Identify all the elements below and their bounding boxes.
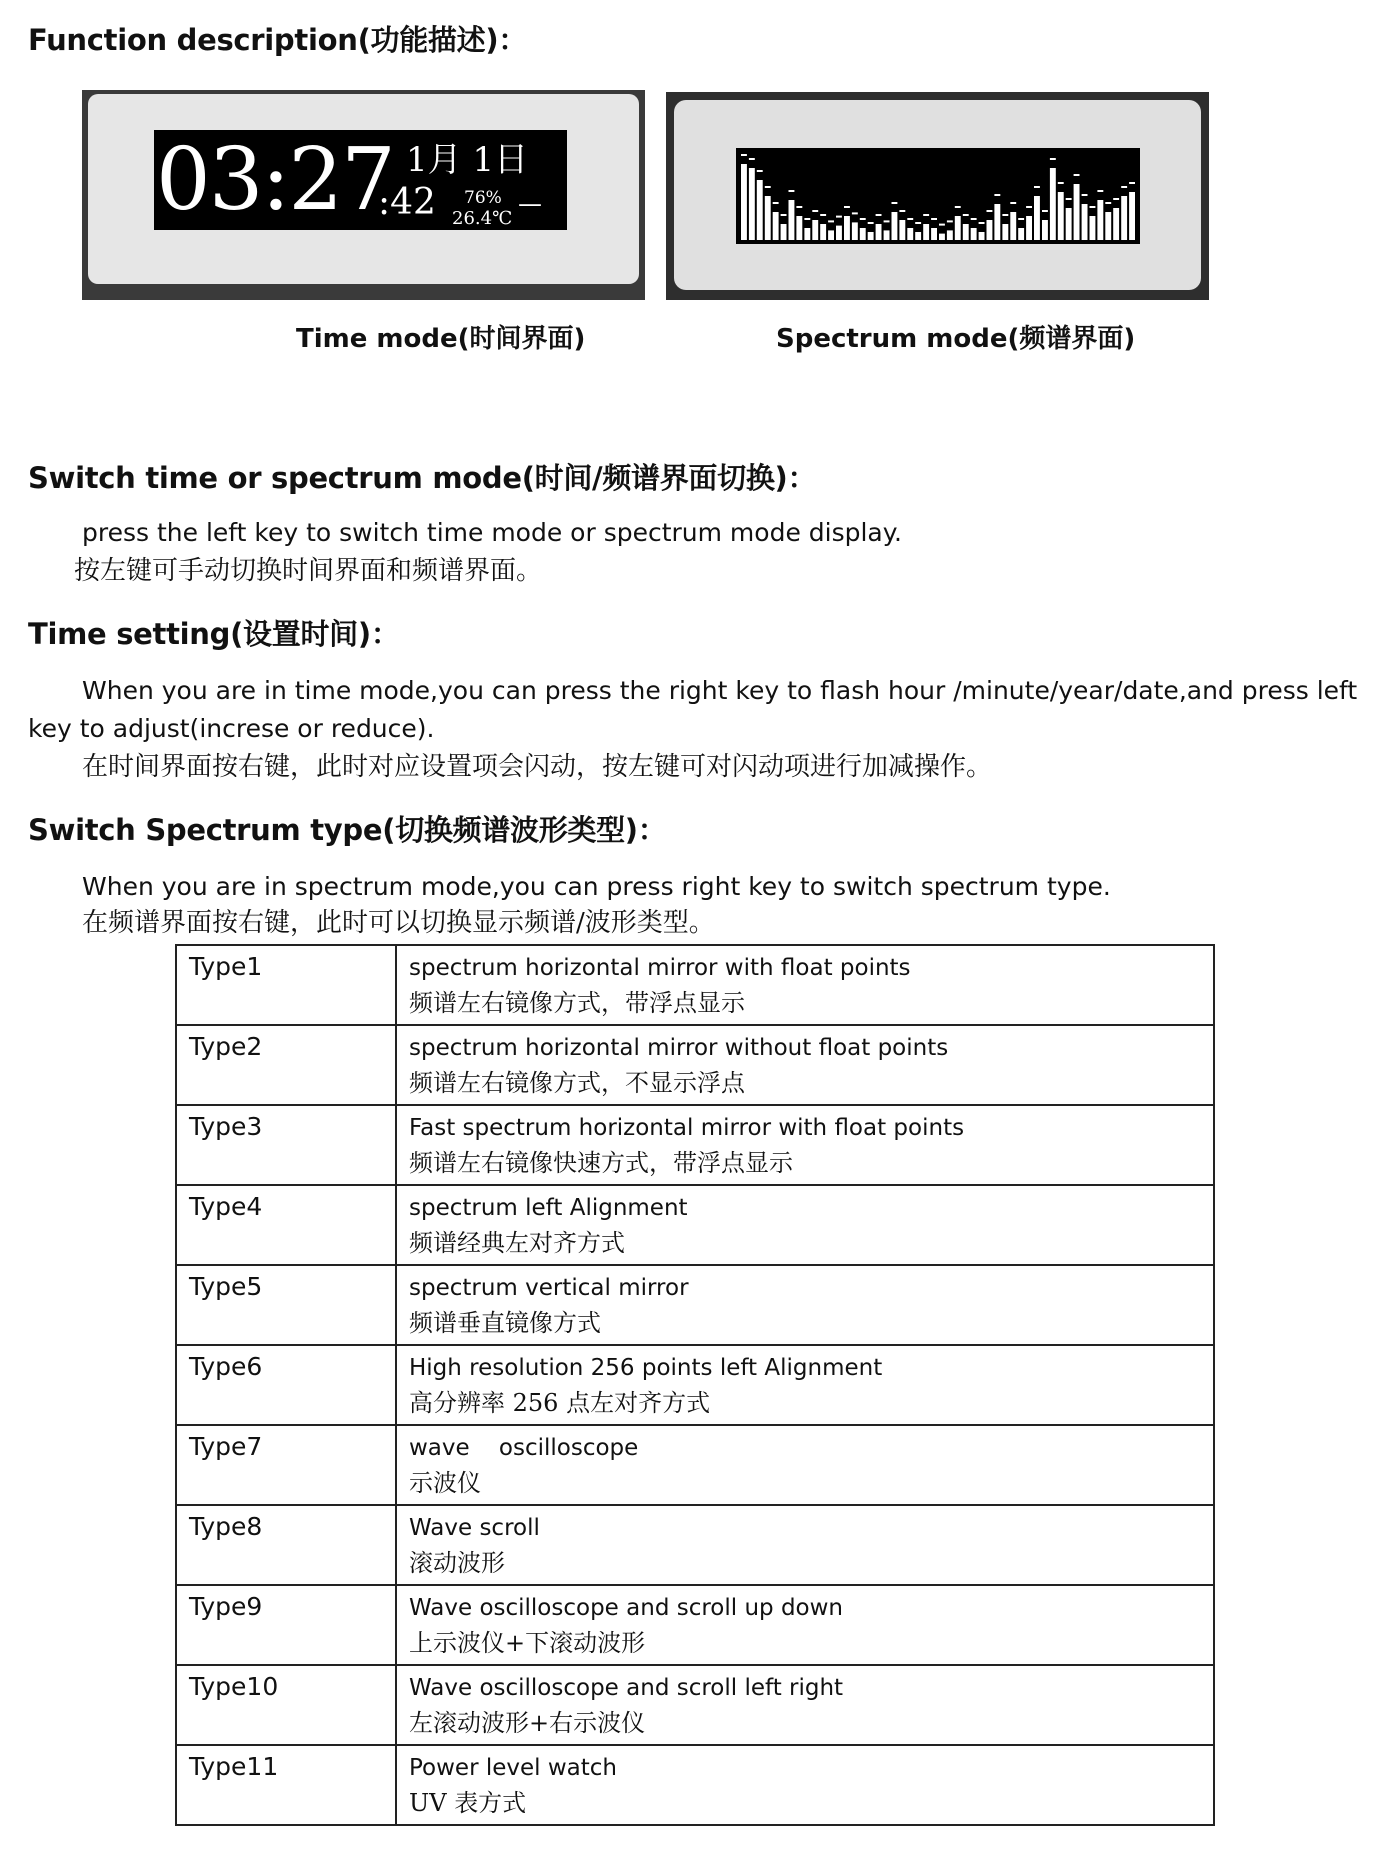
section-heading-switch-mode: Switch time or spectrum mode(时间/频谱界面切换)： (28, 461, 817, 495)
type-description-zh: 上示波仪+下滚动波形 (409, 1629, 646, 1657)
spectrum-bar (994, 204, 1000, 240)
spectrum-float-point (1105, 202, 1111, 204)
type-name-cell: Type1 (176, 945, 396, 1025)
time-setting-text-en-2: key to adjust(increse or reduce). (28, 714, 435, 743)
type-description-en: Wave oscilloscope and scroll left right (409, 1675, 844, 1701)
spectrum-types-table (175, 944, 1215, 1826)
time-setting-text-zh: 在时间界面按右键，此时对应设置项会闪动，按左键可对闪动项进行加减操作。 (82, 752, 993, 782)
type-description-zh: 高分辨率 256 点左对齐方式 (409, 1389, 711, 1417)
type-description-cell (396, 1585, 1214, 1665)
spectrum-float-point (773, 202, 779, 204)
spectrum-float-point (979, 222, 985, 224)
switch-mode-text-en: press the left key to switch time mode or spectrum mode display. (82, 518, 902, 547)
spectrum-type-text-en: When you are in spectrum mode,you can press right key to switch spectrum type. (82, 872, 1111, 901)
spectrum-bar (939, 234, 945, 240)
spectrum-bar (892, 212, 898, 240)
type-description-zh: 频谱经典左对齐方式 (409, 1229, 625, 1257)
spectrum-bar (1113, 208, 1119, 240)
spectrum-float-point (899, 210, 905, 212)
spectrum-float-point (1058, 182, 1064, 184)
table-row (176, 1505, 1214, 1585)
type-name-cell: Type10 (176, 1665, 396, 1745)
spectrum-float-point (963, 214, 969, 216)
type-description-zh: 频谱左右镜像方式，带浮点显示 (409, 989, 745, 1017)
type-description-en: Wave oscilloscope and scroll up down (409, 1595, 844, 1621)
spectrum-bar (828, 230, 834, 240)
spectrum-mode-image (666, 92, 1209, 300)
table-row (176, 1105, 1214, 1185)
spectrum-float-point (1121, 186, 1127, 188)
clock-seconds: :42 (378, 182, 436, 223)
spectrum-bar (860, 228, 866, 240)
spectrum-float-point (931, 218, 937, 220)
type-description-en: spectrum horizontal mirror without float points (409, 1035, 949, 1061)
spectrum-bar (868, 232, 874, 240)
spectrum-float-point (1113, 198, 1119, 200)
spectrum-bar (971, 228, 977, 240)
spectrum-bar (1105, 212, 1111, 240)
spectrum-float-point (1018, 218, 1024, 220)
table-row (176, 1185, 1214, 1265)
spectrum-bar (1042, 220, 1048, 240)
time-mode-image (82, 90, 645, 300)
spectrum-bar (1058, 192, 1064, 240)
type-name-cell: Type9 (176, 1585, 396, 1665)
spectrum-float-point (955, 206, 961, 208)
spectrum-float-point (1090, 206, 1096, 208)
type-description-cell (396, 1105, 1214, 1185)
spectrum-float-point (1034, 186, 1040, 188)
spectrum-float-point (804, 218, 810, 220)
spectrum-bar (749, 168, 755, 240)
type-description-zh: 滚动波形 (409, 1549, 505, 1577)
type-description-cell (396, 1345, 1214, 1425)
type-name-cell: Type3 (176, 1105, 396, 1185)
type-name-cell: Type4 (176, 1185, 396, 1265)
spectrum-bar (923, 224, 929, 240)
spectrum-float-point (1082, 194, 1088, 196)
spectrum-float-point (1129, 182, 1135, 184)
clock-dash: — (518, 190, 542, 218)
clock-humidity: 76% (464, 188, 502, 208)
spectrum-bar (796, 216, 802, 240)
spectrum-float-point (1002, 214, 1008, 216)
spectrum-display (740, 152, 1136, 240)
spectrum-bar (899, 220, 905, 240)
type-name-cell: Type11 (176, 1745, 396, 1825)
spectrum-float-point (828, 220, 834, 222)
spectrum-float-point (781, 214, 787, 216)
type-description-zh: UV 表方式 (409, 1789, 527, 1817)
spectrum-bar (741, 164, 747, 240)
spectrum-float-point (1050, 158, 1056, 160)
spectrum-bar (1018, 228, 1024, 240)
type-description-en: Wave scroll (409, 1515, 540, 1541)
type-name-cell: Type5 (176, 1265, 396, 1345)
type-description-en: Power level watch (409, 1755, 617, 1781)
spectrum-float-point (884, 220, 890, 222)
spectrum-bar (1002, 224, 1008, 240)
type-name-cell: Type6 (176, 1345, 396, 1425)
spectrum-bar (852, 222, 858, 240)
table-row (176, 1265, 1214, 1345)
type-name-cell: Type7 (176, 1425, 396, 1505)
type-description-cell (396, 1185, 1214, 1265)
type-description-en: High resolution 256 points left Alignment (409, 1355, 883, 1381)
spectrum-bar (947, 230, 953, 240)
spectrum-bar (907, 228, 913, 240)
spectrum-float-point (1010, 202, 1016, 204)
table-row (176, 1585, 1214, 1665)
spectrum-float-point (876, 214, 882, 216)
spectrum-float-point (907, 218, 913, 220)
type-description-zh: 频谱左右镜像快速方式，带浮点显示 (409, 1149, 793, 1177)
type-description-cell (396, 1425, 1214, 1505)
spectrum-bar (1034, 196, 1040, 240)
spectrum-float-point (1074, 174, 1080, 176)
type-description-en: spectrum vertical mirror (409, 1275, 689, 1301)
type-description-cell (396, 1745, 1214, 1825)
table-row (176, 1745, 1214, 1825)
spectrum-float-point (765, 186, 771, 188)
spectrum-float-point (844, 206, 850, 208)
spectrum-bar (987, 220, 993, 240)
time-setting-text-en-1: When you are in time mode,you can press the right key to flash hour /minute/year/date,and press left (82, 676, 1358, 705)
spectrum-float-point (789, 190, 795, 192)
spectrum-float-point (923, 214, 929, 216)
spectrum-float-point (852, 212, 858, 214)
spectrum-bar (1074, 184, 1080, 240)
spectrum-float-point (820, 214, 826, 216)
spectrum-bar (844, 216, 850, 240)
spectrum-bar (1026, 216, 1032, 240)
type-description-cell (396, 1025, 1214, 1105)
spectrum-bar (789, 200, 795, 240)
spectrum-float-point (749, 158, 755, 160)
spectrum-bar (1090, 216, 1096, 240)
spectrum-float-point (987, 210, 993, 212)
spectrum-float-point (1026, 206, 1032, 208)
table-row (176, 1345, 1214, 1425)
spectrum-bar (1097, 200, 1103, 240)
type-description-en: Fast spectrum horizontal mirror with float points (409, 1115, 965, 1141)
spectrum-float-point (812, 210, 818, 212)
type-description-cell (396, 945, 1214, 1025)
spectrum-bar (1121, 196, 1127, 240)
table-row (176, 1425, 1214, 1505)
spectrum-bar (884, 230, 890, 240)
spectrum-float-point (939, 224, 945, 226)
type-description-en: spectrum horizontal mirror with float points (409, 955, 911, 981)
table-row (176, 1025, 1214, 1105)
spectrum-float-point (1097, 190, 1103, 192)
spectrum-bar (1129, 192, 1135, 240)
spectrum-float-point (994, 194, 1000, 196)
spectrum-bar (955, 216, 961, 240)
spectrum-bar (979, 232, 985, 240)
type-description-zh: 频谱垂直镜像方式 (409, 1309, 601, 1337)
caption-spectrum-mode: Spectrum mode(频谱界面) (776, 324, 1136, 354)
spectrum-float-point (915, 222, 921, 224)
type-description-en: spectrum left Alignment (409, 1195, 688, 1221)
spectrum-float-point (1066, 198, 1072, 200)
type-description-zh: 左滚动波形+右示波仪 (409, 1709, 646, 1737)
type-description-zh: 示波仪 (409, 1469, 481, 1497)
spectrum-float-point (971, 218, 977, 220)
clock-time: 03:27 (156, 130, 394, 230)
section-heading-time-setting: Time setting(设置时间)： (28, 617, 400, 651)
spectrum-bar (876, 224, 882, 240)
caption-time-mode: Time mode(时间界面) (296, 324, 586, 354)
spectrum-bar (1066, 208, 1072, 240)
spectrum-float-point (836, 216, 842, 218)
table-row (176, 945, 1214, 1025)
spectrum-bar (820, 224, 826, 240)
section-heading-function: Function description(功能描述)： (28, 23, 527, 57)
clock-date: 1月 1日 (406, 140, 529, 180)
spectrum-bar (931, 228, 937, 240)
type-description-cell (396, 1265, 1214, 1345)
spectrum-float-point (860, 218, 866, 220)
type-description-cell (396, 1505, 1214, 1585)
spectrum-bar (1010, 212, 1016, 240)
spectrum-float-point (892, 202, 898, 204)
spectrum-bar (757, 180, 763, 240)
section-heading-spectrum-type: Switch Spectrum type(切换频谱波形类型)： (28, 813, 667, 847)
spectrum-bar (915, 232, 921, 240)
spectrum-float-point (947, 220, 953, 222)
spectrum-type-text-zh: 在频谱界面按右键，此时可以切换显示频谱/波形类型。 (82, 908, 715, 938)
spectrum-bar (804, 228, 810, 240)
spectrum-bar (812, 220, 818, 240)
clock-temperature: 26.4℃ (452, 208, 513, 229)
spectrum-bar (963, 224, 969, 240)
spectrum-float-point (757, 170, 763, 172)
type-name-cell: Type2 (176, 1025, 396, 1105)
spectrum-float-point (1042, 210, 1048, 212)
spectrum-bar (1050, 168, 1056, 240)
switch-mode-text-zh: 按左键可手动切换时间界面和频谱界面。 (74, 556, 543, 586)
spectrum-float-point (796, 206, 802, 208)
type-name-cell: Type8 (176, 1505, 396, 1585)
spectrum-bar (1082, 204, 1088, 240)
table-row (176, 1665, 1214, 1745)
type-description-zh: 频谱左右镜像方式，不显示浮点 (409, 1069, 745, 1097)
spectrum-bar (781, 224, 787, 240)
spectrum-bar (773, 212, 779, 240)
spectrum-bar (765, 196, 771, 240)
spectrum-bar (836, 226, 842, 240)
type-description-en: wave oscilloscope (409, 1435, 639, 1461)
spectrum-float-point (741, 154, 747, 156)
spectrum-float-point (868, 222, 874, 224)
type-description-cell (396, 1665, 1214, 1745)
